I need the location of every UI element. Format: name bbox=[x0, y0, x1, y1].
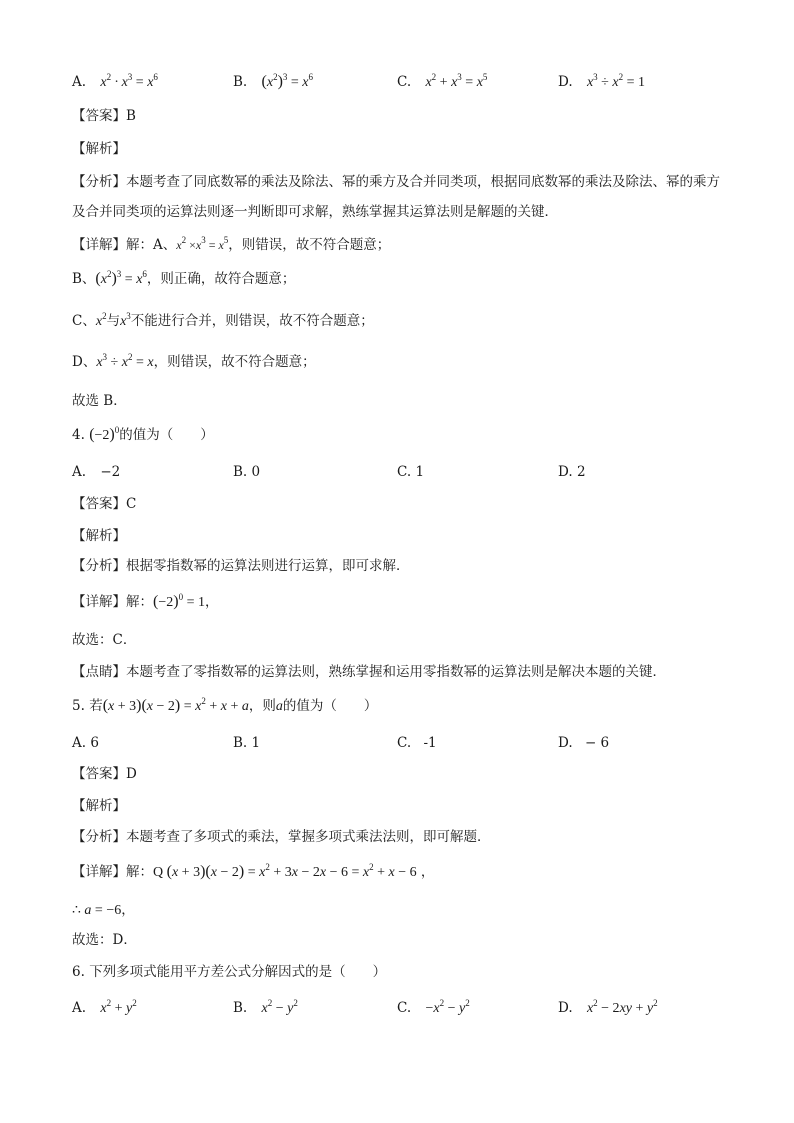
formula: a bbox=[275, 699, 283, 714]
q5-option-b bbox=[233, 733, 260, 753]
q3-answer bbox=[72, 106, 136, 126]
q4-dianjing bbox=[72, 662, 666, 682]
option-formula: $x^2 - 2xy + y^2$ bbox=[586, 998, 658, 1016]
option-formula: $(x^2)^3 = x^6$ bbox=[261, 72, 314, 90]
dianjing-text: 本题考查了零指数幂的运算法则，熟练掌握和运用零指数幂的运算法则是解决本题的关键． bbox=[126, 664, 666, 680]
option-value: -1 bbox=[423, 735, 437, 751]
xiangjie-prefix: 解： bbox=[126, 864, 153, 880]
q5-fenxi bbox=[72, 827, 491, 847]
fenxi-text: 本题考查了同底数幂的乘法及除法、幂的乘方及合并同类项，根据同底数幂的乘法及除法、幂的乘方及合并同类项的运算法则逐一判断即可求解，熟练掌握其运算法则是解题的关键． bbox=[72, 174, 720, 220]
q5-option-d bbox=[558, 733, 609, 753]
formula: $(x + 3)(x - 2) = x^2 + x + a$ bbox=[102, 696, 249, 714]
fenxi-label: 【分析】 bbox=[72, 174, 126, 190]
q6-stem bbox=[72, 962, 386, 982]
answer-value: D bbox=[126, 766, 137, 782]
option-formula: $x^2 + x^3 = x^5$ bbox=[425, 72, 488, 90]
formula: Q $(x + 3)(x - 2) = x^2 + 3x - 2x - 6 = x^2 + x - 6$ bbox=[153, 862, 417, 880]
option-letter: B. bbox=[233, 1000, 248, 1016]
q3-xiangjie-a bbox=[72, 235, 390, 255]
option-letter: D. bbox=[558, 74, 573, 90]
q3-choose: 故选 B． bbox=[72, 393, 127, 409]
option-value: 0 bbox=[251, 464, 261, 480]
option-formula: $x^2 - y^2$ bbox=[261, 998, 298, 1016]
q3-option-d bbox=[558, 72, 645, 93]
xiangjie-tail: ，则错误，故不符合题意； bbox=[228, 237, 391, 253]
formula: $(x^2)^3 = x^6$ bbox=[95, 269, 147, 287]
q6-option-b bbox=[233, 998, 298, 1019]
answer-label: 【答案】 bbox=[72, 766, 126, 782]
xiangjie-label: 【详解】 bbox=[72, 594, 126, 610]
question-text: 的值为（ ） bbox=[282, 698, 378, 714]
q4-jiexi: 【解析】 bbox=[72, 528, 126, 544]
formula: $x^3$ bbox=[120, 311, 131, 329]
q3-xiangjie-b bbox=[72, 269, 295, 290]
line-prefix: D、 bbox=[72, 354, 97, 370]
option-value: −2 bbox=[100, 464, 121, 480]
question-text: ，则 bbox=[248, 698, 276, 714]
q4-xiangjie bbox=[72, 592, 218, 613]
option-letter: A. bbox=[72, 74, 87, 90]
option-value: 1 bbox=[251, 735, 261, 751]
line-tail: ，则正确，故符合题意； bbox=[146, 271, 296, 287]
line-prefix: C、 bbox=[72, 313, 96, 329]
question-number: 4. bbox=[72, 427, 85, 443]
q3-xiangjie-d bbox=[72, 352, 316, 373]
q5-stem bbox=[72, 696, 377, 717]
option-letter: A. bbox=[72, 464, 87, 480]
fenxi-text: 根据零指数幂的运算法则进行运算，即可求解． bbox=[126, 558, 410, 574]
line-tail: ， bbox=[121, 902, 135, 918]
question-text: 下列多项式能用平方差公式分解因式的是（ ） bbox=[89, 964, 387, 980]
q5-option-c bbox=[397, 733, 437, 753]
xiangjie-label: 【详解】 bbox=[72, 864, 126, 880]
q4-choose: 故选：C． bbox=[72, 632, 137, 648]
q3-fenxi bbox=[72, 167, 732, 227]
option-letter: B. bbox=[233, 74, 248, 90]
xiangjie-label: 【详解】 bbox=[72, 237, 126, 253]
q3-option-a bbox=[72, 72, 158, 93]
question-text: 若 bbox=[89, 698, 103, 714]
option-letter: D. bbox=[558, 1000, 573, 1016]
q4-fenxi bbox=[72, 556, 410, 576]
q6-option-a bbox=[72, 998, 137, 1019]
answer-label: 【答案】 bbox=[72, 108, 126, 124]
option-formula: $x^3 \div x^2 = 1$ bbox=[586, 72, 645, 90]
option-letter: C. bbox=[397, 1000, 412, 1016]
q6-option-c bbox=[397, 998, 470, 1019]
fenxi-label: 【分析】 bbox=[72, 558, 126, 574]
option-value: 6 bbox=[90, 735, 99, 751]
q6-option-d bbox=[558, 998, 658, 1019]
q5-therefore bbox=[72, 900, 135, 921]
formula: $x^2 \times x^3 = x^5$ bbox=[176, 235, 229, 252]
option-letter: D. bbox=[558, 735, 573, 751]
option-formula: $x^2 \cdot x^3 = x^6$ bbox=[100, 72, 158, 90]
question-text: 的值为（ ） bbox=[119, 427, 214, 443]
q4-option-d bbox=[558, 462, 586, 482]
answer-value: B bbox=[126, 108, 136, 124]
q4-stem bbox=[72, 425, 214, 446]
answer-label: 【答案】 bbox=[72, 496, 126, 512]
option-letter: D. bbox=[558, 464, 573, 480]
q5-option-a bbox=[72, 733, 99, 753]
line-tail: 不能进行合并，则错误，故不符合题意； bbox=[130, 313, 374, 329]
question-number: 5. bbox=[72, 698, 85, 714]
fenxi-label: 【分析】 bbox=[72, 829, 126, 845]
xiangjie-tail: ， bbox=[204, 594, 219, 610]
option-formula: $-x^2 - y^2$ bbox=[425, 998, 470, 1016]
xiangjie-prefix: 解： bbox=[126, 594, 153, 610]
line-tail: ，则错误，故不符合题意； bbox=[153, 354, 316, 370]
option-letter: C. bbox=[397, 735, 412, 751]
q3-jiexi: 【解析】 bbox=[72, 141, 126, 157]
q4-option-c bbox=[397, 462, 424, 482]
option-letter: B. bbox=[233, 464, 248, 480]
dianjing-label: 【点睛】 bbox=[72, 664, 126, 680]
option-value: 1 bbox=[415, 464, 425, 480]
xiangjie-prefix: 解：A、 bbox=[126, 237, 177, 253]
line-prefix: B、 bbox=[72, 271, 96, 287]
q5-jiexi: 【解析】 bbox=[72, 798, 126, 814]
q4-answer bbox=[72, 494, 136, 514]
option-letter: A. bbox=[72, 1000, 87, 1016]
option-letter: B. bbox=[233, 735, 248, 751]
q5-answer bbox=[72, 764, 137, 784]
q5-xiangjie: 【详解】解：Q $(x + 3)(x - 2) = x^2 + 3x - 2x - 6 = x^2 + x - 6$ ， bbox=[72, 862, 435, 880]
option-formula: $x^2 + y^2$ bbox=[100, 998, 137, 1016]
formula: $x^2$ bbox=[95, 311, 107, 329]
formula: $x^3 \div x^2 = x$ bbox=[96, 352, 154, 370]
option-value: 2 bbox=[576, 464, 586, 480]
formula: $(-2)^0 = 1$ bbox=[153, 592, 205, 610]
option-letter: A. bbox=[72, 735, 87, 751]
formula: ∴ a = −6 bbox=[72, 903, 122, 918]
formula: $(-2)^0$ bbox=[89, 425, 120, 443]
q3-option-b bbox=[233, 72, 313, 93]
q3-option-c bbox=[397, 72, 487, 93]
option-value: − 6 bbox=[584, 735, 610, 751]
q5-choose: 故选：D． bbox=[72, 932, 137, 948]
line-mid: 与 bbox=[106, 313, 121, 329]
fenxi-text: 本题考查了多项式的乘法，掌握多项式乘法法则，即可解题． bbox=[126, 829, 491, 845]
q4-option-b bbox=[233, 462, 260, 482]
question-number: 6. bbox=[72, 964, 85, 980]
option-letter: C. bbox=[397, 74, 412, 90]
q4-option-a bbox=[72, 462, 120, 482]
answer-value: C bbox=[126, 496, 137, 512]
option-letter: C. bbox=[397, 464, 412, 480]
q3-xiangjie-c bbox=[72, 311, 374, 332]
